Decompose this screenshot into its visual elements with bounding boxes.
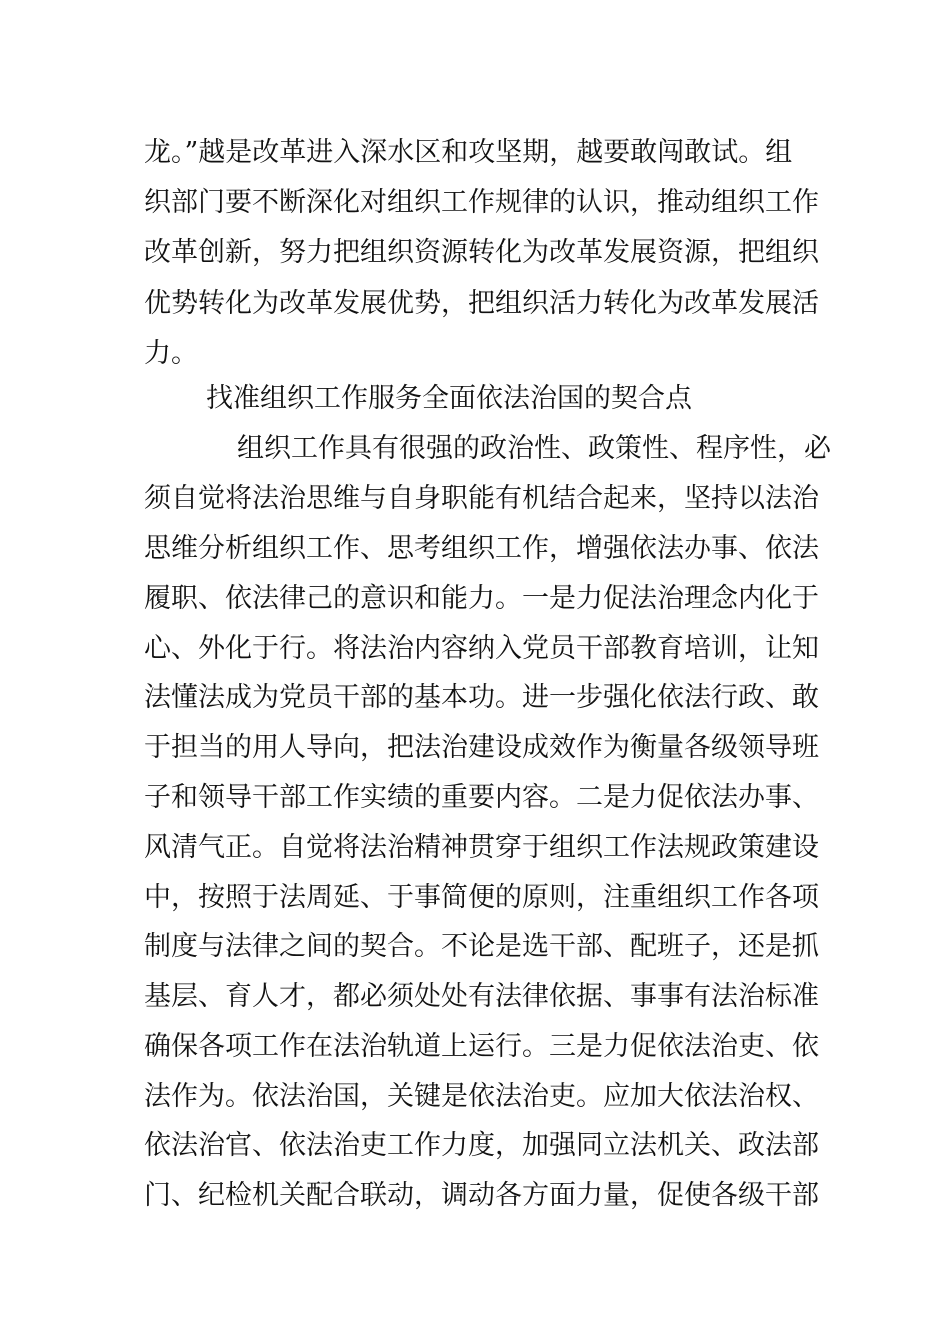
body-text-line: 风清气正。自觉将法治精神贯穿于组织工作法规政策建设: [144, 832, 819, 863]
body-text-line: 心、外化于行。将法治内容纳入党员干部教育培训，让知: [144, 633, 819, 664]
body-text-line: 基层、育人才，都必须处处有法律依据、事事有法治标准: [144, 981, 819, 1012]
body-text-line: 门、纪检机关配合联动，调动各方面力量，促使各级干部: [144, 1180, 819, 1211]
body-text-line: 须自觉将法治思维与自身职能有机结合起来，坚持以法治: [144, 483, 819, 514]
body-text-line: 组织工作具有很强的政治性、政策性、程序性，必: [237, 433, 831, 464]
body-text-line: 改革创新，努力把组织资源转化为改革发展资源，把组织: [144, 237, 819, 268]
body-text-line: 于担当的用人导向，把法治建设成效作为衡量各级领导班: [144, 732, 819, 763]
body-text-line: 中，按照于法周延、于事简便的原则，注重组织工作各项: [144, 882, 819, 913]
body-text-line: 优势转化为改革发展优势，把组织活力转化为改革发展活: [144, 288, 819, 319]
body-text-line: 依法治官、依法治吏工作力度，加强同立法机关、政法部: [144, 1130, 819, 1161]
section-heading: 找准组织工作服务全面依法治国的契合点: [206, 383, 692, 414]
body-text-line: 龙。”越是改革进入深水区和攻坚期，越要敢闯敢试。组: [144, 137, 793, 168]
body-text-line: 法作为。依法治国，关键是依法治吏。应加大依法治权、: [144, 1081, 819, 1112]
body-text-line: 制度与法律之间的契合。不论是选干部、配班子，还是抓: [144, 931, 819, 962]
body-text-line: 子和领导干部工作实绩的重要内容。二是力促依法办事、: [144, 782, 819, 813]
body-text-line: 思维分析组织工作、思考组织工作，增强依法办事、依法: [144, 533, 819, 564]
body-text-line: 确保各项工作在法治轨道上运行。三是力促依法治吏、依: [144, 1031, 819, 1062]
body-text-line: 织部门要不断深化对组织工作规律的认识，推动组织工作: [144, 187, 819, 218]
body-text-line: 力。: [144, 338, 198, 369]
body-text-line: 法懂法成为党员干部的基本功。进一步强化依法行政、敢: [144, 682, 819, 713]
body-text-line: 履职、依法律己的意识和能力。一是力促法治理念内化于: [144, 583, 819, 614]
